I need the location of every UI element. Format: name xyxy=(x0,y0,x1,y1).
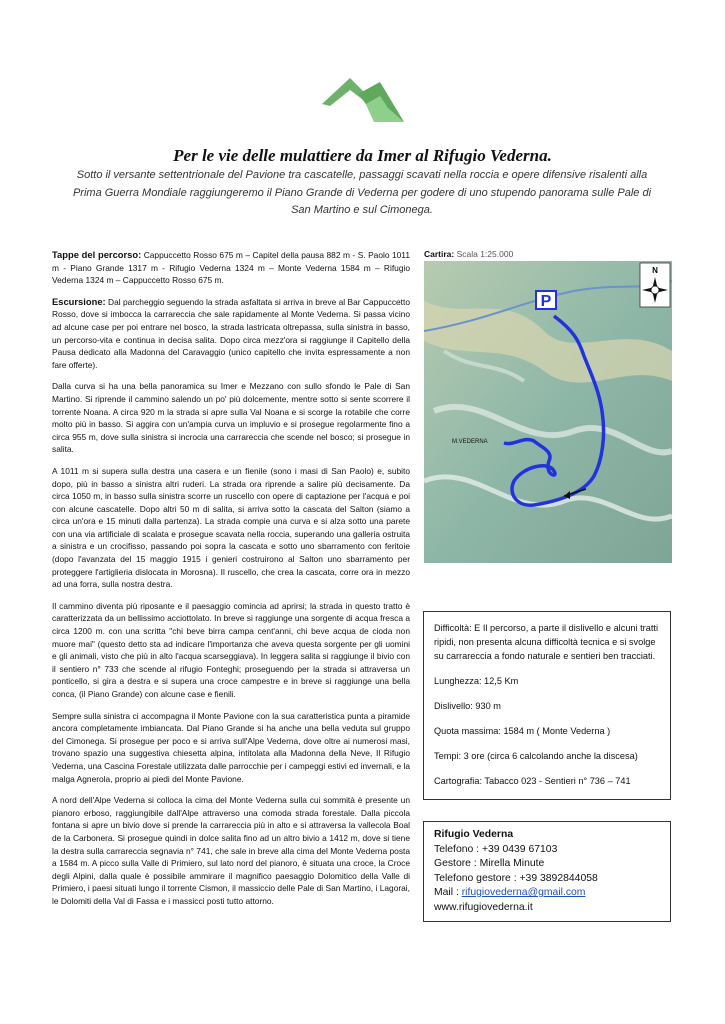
map-label-vederna: M.VEDERNA xyxy=(452,439,488,445)
info-tempi: Tempi: 3 ore (circa 6 calcolando anche la discesa) xyxy=(434,751,638,761)
rifugio-web: www.rifugiovederna.it xyxy=(434,901,533,913)
escursione-paragraph xyxy=(52,296,410,372)
map-caption-scale: Scala 1:25.000 xyxy=(454,249,514,259)
escursione-label: Escursione: xyxy=(52,295,106,307)
rifugio-mail-label: Mail : xyxy=(434,887,462,898)
info-lunghezza: Lunghezza: 12,5 Km xyxy=(434,676,519,686)
body-paragraph: A 1011 m si supera sulla destra una casera e un fienile (sono i masi di San Paolo) e, subito dopo, più in basso a sinistra altri ruderi. La strada ora riprende a salire più decisamente. Da circa 1050 m, in basso sulla sinistra scorre un ruscello con opere di captazione per l'acqua e poi con alcune cascatelle. Dopo altri 50 m di salita, si arriva sotto la cascata del Salton (siamo a circa un'ora e 15 minuti dalla partenza). La strada compie una curva e si alza sotto una parete con una via artificiale di scalata e prosegue scavata nella roccia, superando una galleria ostruita a sinistra e un crocifisso, passando poi sopra la cascata e sotto uno sbarramento con feritoie (dopo l'avanzata del 15 maggio 1915 i genieri costruirono al Salton uno sbarramento per proteggere l'artiglieria dislocata in Morosna). Il ruscello, che crea la cascata, corre ora in mezzo ad una forra, sulla nostra destra. xyxy=(52,465,410,590)
page-subtitle: Sotto il versante settentrionale del Pavione tra cascatelle, passaggi scavati nella roccia e opere difensive risalenti alla Prima Guerra Mondiale raggiungeremo il Piano Grande di Vederna per godere di uno stupendo panorama sulle Pale di San Martino e sul Cimonega. xyxy=(72,169,652,216)
body-paragraph: Sempre sulla sinistra ci accompagna il Monte Pavione con la sua caratteristica punta a piramide ancora completamente imbiancata. Dal Piano Grande si ha anche una bella veduta sul gruppo del Cimonega. Si prosegue per poco e si arriva sull'Alpe Vederna, dove oltre ai numerosi masi, trovano spazio una suggestiva chiesetta alpina, intitolata alla Madonna della Neve, Il Rifugio Vederna, una Cascina Forestale utilizzata dalle parrocchie per i campeggi estivi ed invernali, e la malga Agnerola, proprio ai piedi del Monte Pavione. xyxy=(52,710,410,784)
rifugio-box xyxy=(423,821,671,922)
tappe-label: Tappe del percorso: xyxy=(52,249,142,260)
rifugio-telefono-gestore: Telefono gestore : +39 3892844058 xyxy=(434,872,598,884)
rifugio-mail-link[interactable]: rifugiovederna@gmail.com xyxy=(461,887,586,898)
info-box xyxy=(423,611,671,800)
body-paragraph: A nord dell'Alpe Vederna si colloca la cima del Monte Vederna sulla cui sommità è presente un pianoro erboso, raggiungibile dall'Alpe attraverso una comoda strada forestale. Dalla piccola fontana si apre un bivio dove si prende la carrareccia più in alto e si attraversa la vallecola Boal de la Carbonera. Si prosegue quindi in dolce salita fino ad un altro bivio a 1412 m, dove si tiene la destra sulla carrareccia segnavia n° 741, che sale in breve alla cima del Monte Vederna posta a 1584 m. A picco sulla Valle di Primiero, sul lato nord del pianoro, è situata una croce, la Croce degli Alpini, dalla quale è possibile ammirare il magnifico paesaggio Dolomitico della Valle di Primiero, i paesi situati lungo il torrente Cismon, il massiccio delle Pale di San Martino, i Lagorai, le Dolomiti della Val di Fassa e i massicci posti tutto attorno. xyxy=(52,795,410,906)
mountain-icon xyxy=(322,76,404,124)
body-paragraph: Il cammino diventa più riposante e il paesaggio comincia ad aprirsi; la strada in questo tratto è caratterizzata da un bellissimo acciottolato. In breve si raggiunge una sorgente di acqua fresca a circa 1200 m. con una scritta "chi beve birra campa cent'anni, chi beve acqua de cioda non muore mai" (questo detto sta ad indicare l'importanza che aveva questa sorgente per gli uomini e gli animali, visto che più in alto l'acqua scarseggiava). In leggera salita si raggiunge il bivio con il sentiero n° 733 che scende al rifugio Fonteghi; proseguendo per la strada si attraversa un ponticello, si gira a destra e si supera una croce campestre e in breve si raggiunge una bella conca, (il Piano Grande) con alcune case e fienili. xyxy=(52,600,410,699)
rifugio-mail-row xyxy=(434,886,660,901)
tappe-paragraph xyxy=(52,249,410,287)
info-cartografia: Cartografia: Tabacco 023 - Sentieri n° 736 – 741 xyxy=(434,776,631,786)
map-parking-letter: P xyxy=(540,293,552,310)
rifugio-title: Rifugio Vederna xyxy=(434,829,514,840)
map-caption-label: Cartira: xyxy=(424,249,455,259)
info-difficolta: Difficoltà: E Il percorso, a parte il dislivello e alcuni tratti ripidi, non presenta alcuna difficoltà tecnica e si svolge su carrareccia a fondo naturale e sentieri ben tracciati. xyxy=(434,623,658,661)
body-paragraph: Dalla curva si ha una bella panoramica su Imer e Mezzano con sullo sfondo le Pale di San Martino. Si riprende il cammino salendo un po' più dolcemente, mentre sotto si sente scorrere il torrente Noana. A circa 920 m la strada si apre sulla Val Noana e si scorge la rotabile che corre molto più in basso. Si aggira con un'ampia curva un impluvio e si prosegue regolarmente fino a circa 955 m, dove sulla sinistra si incrocia una carrareccia che scende nel bosco; si prosegue in salita. xyxy=(52,381,410,455)
tappe-text: Cappuccetto Rosso 675 m – Capitel della pausa 882 m - S. Paolo 1011 m - Piano Grande 1317 m - Rifugio Vederna 1324 m – Monte Vederna 1584 m – Rifugio Vederna 1324 m – Cappuccetto Rosso 675 m. xyxy=(52,250,411,286)
map-caption xyxy=(424,249,513,259)
info-quota: Quota massima: 1584 m ( Monte Vederna ) xyxy=(434,726,611,736)
compass-north-label: N xyxy=(652,266,658,275)
rifugio-gestore: Gestore : Mirella Minute xyxy=(434,858,545,869)
info-dislivello: Dislivello: 930 m xyxy=(434,701,501,711)
page-title: Per le vie delle mulattiere da Imer al Rifugio Vederna. xyxy=(173,146,552,165)
escursione-text: Dal parcheggio seguendo la strada asfaltata si arriva in breve al Bar Cappuccetto Rosso, dove si imbocca la carrareccia che sale rapidamente al Monte Vederna. Si passa vicino ad alcune case per poi entrare nel bosco, la strada lastricata oltrepassa, sulla sinistra in basso, un percorso-vita e continua in decisa salita. Dopo circa mezz'ora si raggiunge il Capitello della Pausa dedicato alla Madonna del Caravaggio (unico capitello che invita espressamente a non fare offerte). xyxy=(52,296,410,370)
route-map xyxy=(424,261,672,563)
rifugio-telefono: Telefono : +39 0439 67103 xyxy=(434,843,558,855)
main-text-column xyxy=(52,249,410,917)
